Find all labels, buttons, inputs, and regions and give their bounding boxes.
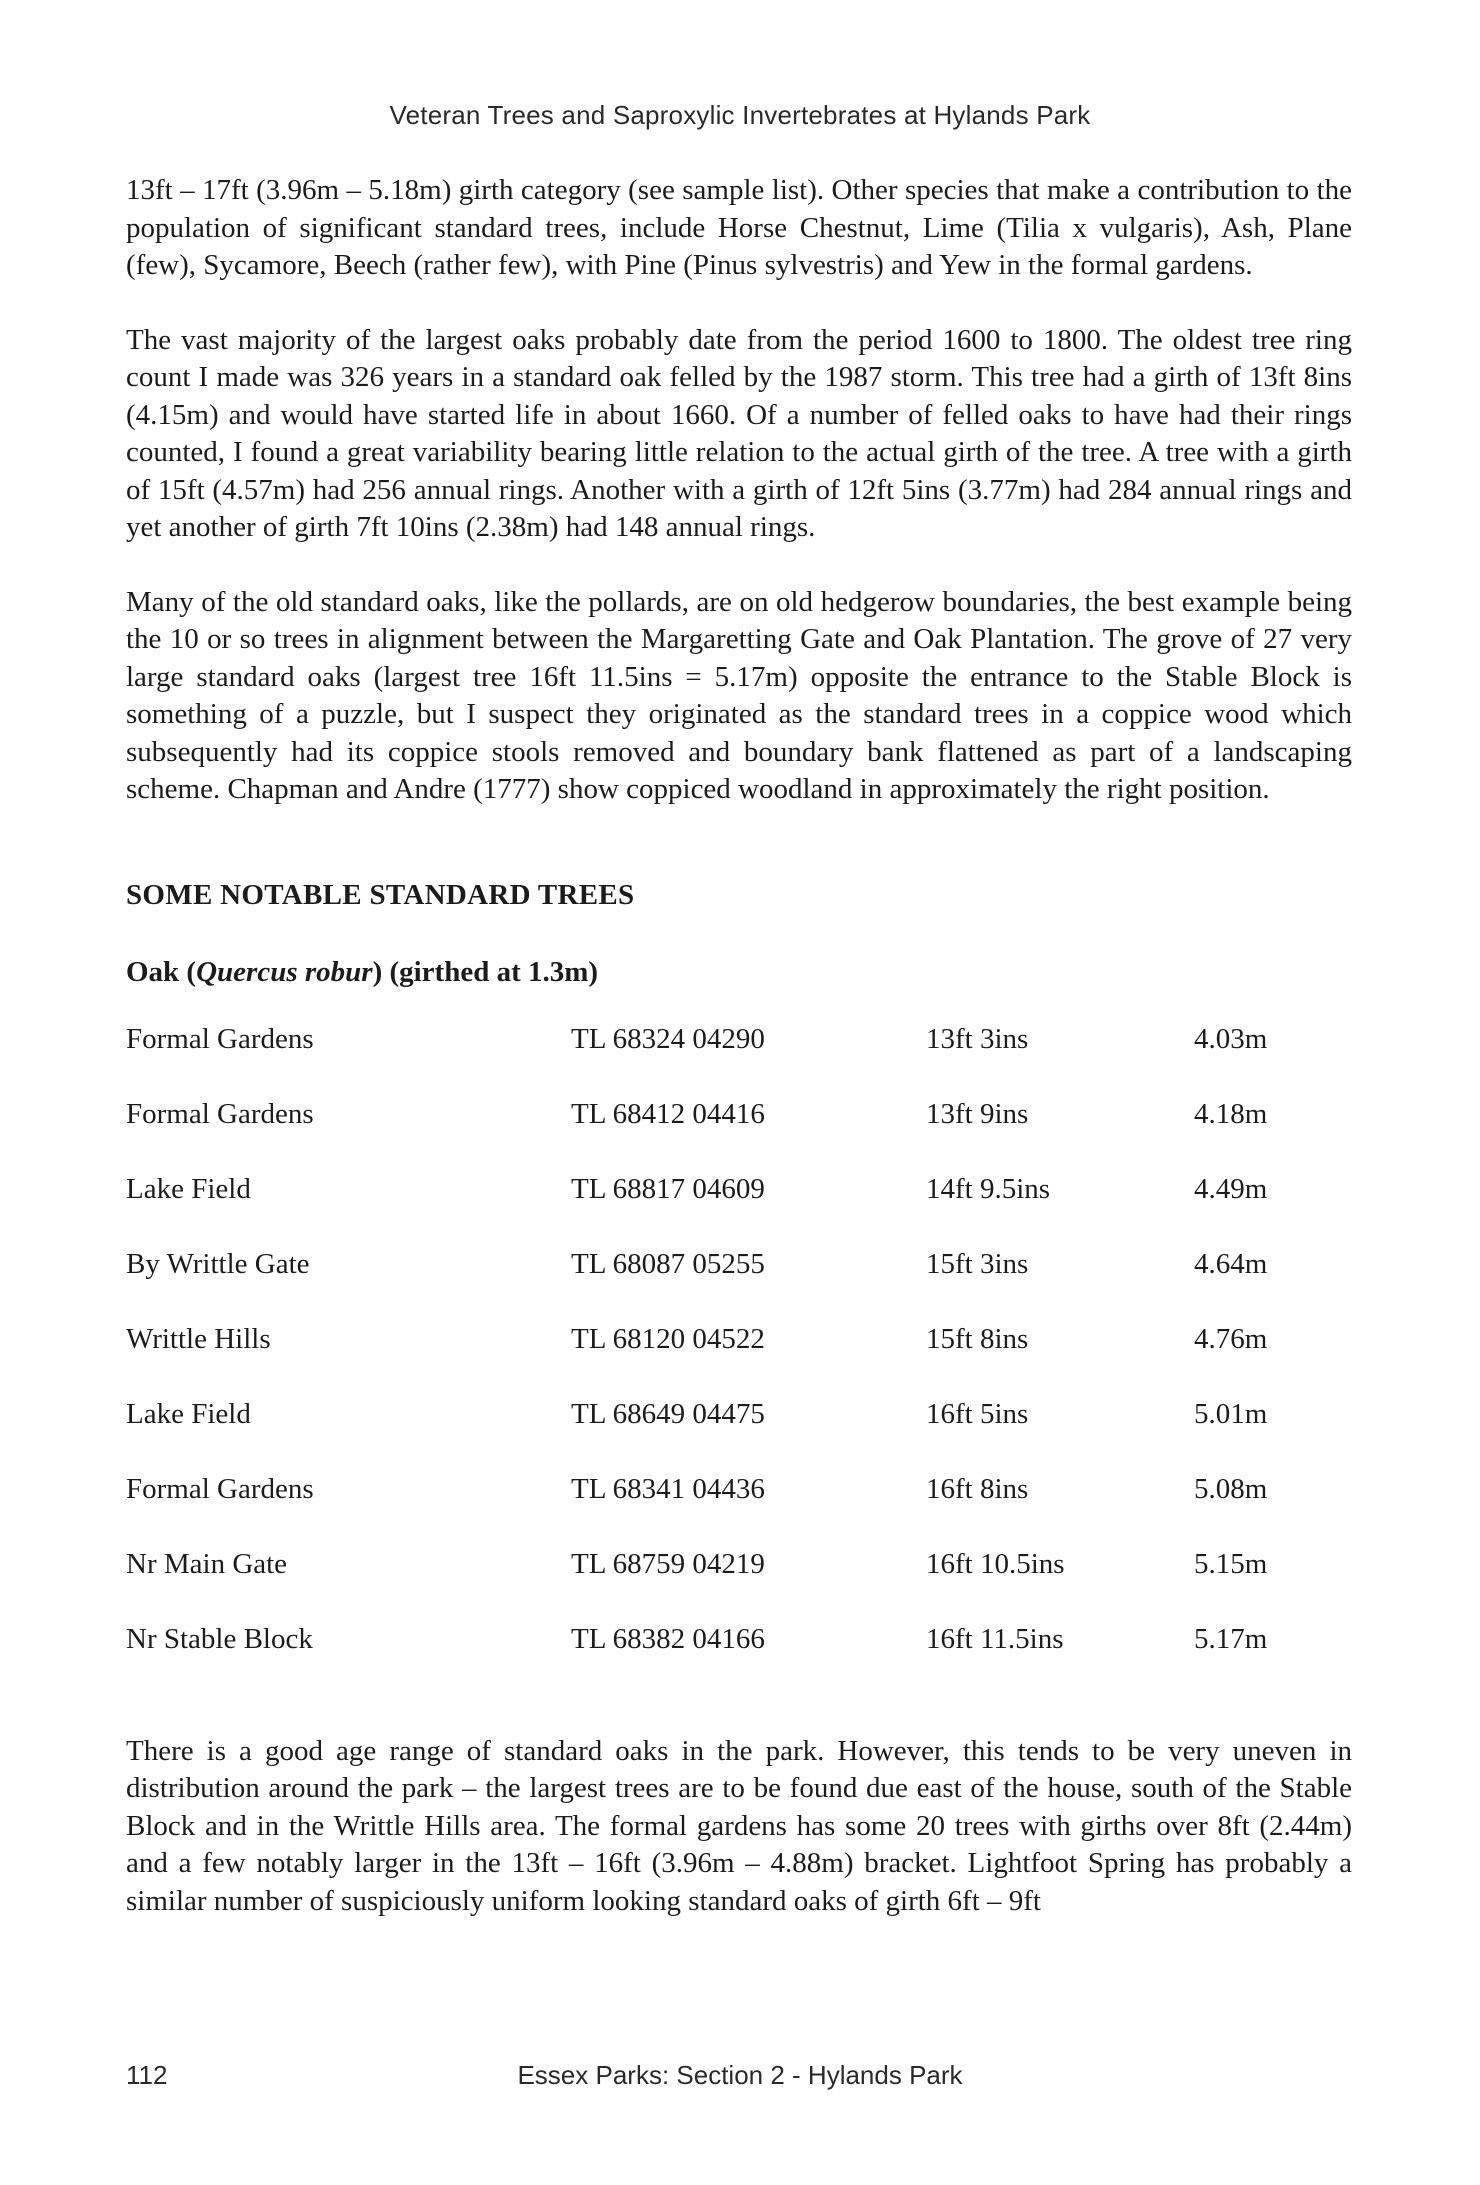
table-row — [126, 1396, 1352, 1471]
section-heading: SOME NOTABLE STANDARD TREES — [126, 878, 635, 911]
location-cell: Writtle Hills — [126, 1322, 271, 1355]
table-row — [126, 1021, 1352, 1096]
girth-metric-cell: 4.18m — [1194, 1097, 1268, 1130]
body-paragraph: The vast majority of the largest oaks probably date from the period 1600 to 1800. The oldest tree ring count I made was 326 years in a standard oak felled by the 1987 storm. This tree had a girth of 13ft 8ins (4.15m) and would have started life in about 1660. Of a number of felled oaks to have had their rings counted, I found a great variability bearing little relation to the actual girth of the tree. A tree with a girth of 15ft (4.57m) had 256 annual rings. Another with a girth of 12ft 5ins (3.77m) had 284 annual rings and yet another of girth 7ft 10ins (2.38m) had 148 annual rings. — [126, 323, 1352, 543]
species-name: Quercus robur — [196, 956, 373, 988]
location-cell: Lake Field — [126, 1397, 251, 1430]
table-row — [126, 1471, 1352, 1546]
grid-ref-cell: TL 68382 04166 — [571, 1622, 765, 1655]
location-cell: Formal Gardens — [126, 1472, 314, 1505]
grid-ref-cell: TL 68759 04219 — [571, 1547, 765, 1580]
grid-ref-cell: TL 68324 04290 — [571, 1022, 765, 1055]
location-cell: By Writtle Gate — [126, 1247, 310, 1280]
oak-girth-table — [126, 1021, 1352, 1696]
table-row — [126, 1096, 1352, 1171]
body-paragraph: There is a good age range of standard oaks in the park. However, this tends to be very uneven in distribution around the park – the largest trees are to be found due east of the house, south of the Stable Block and in the Writtle Hills area. The formal gardens has some 20 trees with girths over 8ft (2.44m) and a few notably larger in the 13ft – 16ft (3.96m – 4.88m) bracket. Lightfoot Spring has probably a similar number of suspiciously uniform looking standard oaks of girth 6ft – 9ft — [126, 1734, 1352, 1917]
girth-imperial-cell: 16ft 10.5ins — [926, 1547, 1065, 1580]
girth-imperial-cell: 13ft 9ins — [926, 1097, 1029, 1130]
girth-metric-cell: 5.08m — [1194, 1472, 1268, 1505]
girth-metric-cell: 4.76m — [1194, 1322, 1268, 1355]
grid-ref-cell: TL 68817 04609 — [571, 1172, 765, 1205]
girth-imperial-cell: 13ft 3ins — [926, 1022, 1029, 1055]
grid-ref-cell: TL 68087 05255 — [571, 1247, 765, 1280]
table-row — [126, 1321, 1352, 1396]
girth-imperial-cell: 14ft 9.5ins — [926, 1172, 1051, 1205]
body-paragraph: Many of the old standard oaks, like the pollards, are on old hedgerow boundaries, the best example being the 10 or so trees in alignment between the Margaretting Gate and Oak Plantation. The grove of 27 very large standard oaks (largest tree 16ft 11.5ins = 5.17m) opposite the entrance to the Stable Block is something of a puzzle, but I suspect they originated as the standard trees in a coppice wood which subsequently had its coppice stools removed and boundary bank flattened as part of a landscaping scheme. Chapman and Andre (1777) show coppiced woodland in approximately the right position. — [126, 585, 1352, 805]
girth-imperial-cell: 15ft 8ins — [926, 1322, 1029, 1355]
girth-metric-cell: 4.49m — [1194, 1172, 1268, 1205]
page-number: 112 — [126, 2060, 168, 2090]
location-cell: Nr Main Gate — [126, 1547, 288, 1580]
girth-metric-cell: 5.15m — [1194, 1547, 1268, 1580]
table-subheading — [126, 954, 1352, 992]
girth-metric-cell: 5.01m — [1194, 1397, 1268, 1430]
location-cell: Formal Gardens — [126, 1022, 314, 1055]
girth-imperial-cell: 16ft 8ins — [926, 1472, 1029, 1505]
subheading-suffix: ) (girthed at 1.3m) — [372, 956, 599, 988]
subheading-prefix: Oak ( — [126, 956, 197, 988]
grid-ref-cell: TL 68412 04416 — [571, 1097, 765, 1130]
girth-imperial-cell: 15ft 3ins — [926, 1247, 1029, 1280]
girth-metric-cell: 4.64m — [1194, 1247, 1268, 1280]
grid-ref-cell: TL 68649 04475 — [571, 1397, 765, 1430]
girth-metric-cell: 5.17m — [1194, 1622, 1268, 1655]
table-row — [126, 1171, 1352, 1246]
grid-ref-cell: TL 68341 04436 — [571, 1472, 765, 1505]
girth-metric-cell: 4.03m — [1194, 1022, 1268, 1055]
table-row — [126, 1621, 1352, 1696]
footer-title: Essex Parks: Section 2 - Hylands Park — [517, 2060, 963, 2090]
table-row — [126, 1546, 1352, 1621]
girth-imperial-cell: 16ft 11.5ins — [926, 1622, 1064, 1655]
body-paragraph: 13ft – 17ft (3.96m – 5.18m) girth category (see sample list). Other species that make a contribution to the population of significant standard trees, include Horse Chestnut, Lime (Tilia x vulgaris), Ash, Plane (few), Sycamore, Beech (rather few), with Pine (Pinus sylvestris) and Yew in the formal gardens. — [126, 174, 1352, 281]
running-header: Veteran Trees and Saproxylic Invertebrates at Hylands Park — [389, 100, 1091, 130]
location-cell: Nr Stable Block — [126, 1622, 313, 1655]
page-body — [126, 172, 1352, 1957]
location-cell: Lake Field — [126, 1172, 251, 1205]
grid-ref-cell: TL 68120 04522 — [571, 1322, 765, 1355]
table-row — [126, 1246, 1352, 1321]
location-cell: Formal Gardens — [126, 1097, 314, 1130]
girth-imperial-cell: 16ft 5ins — [926, 1397, 1029, 1430]
